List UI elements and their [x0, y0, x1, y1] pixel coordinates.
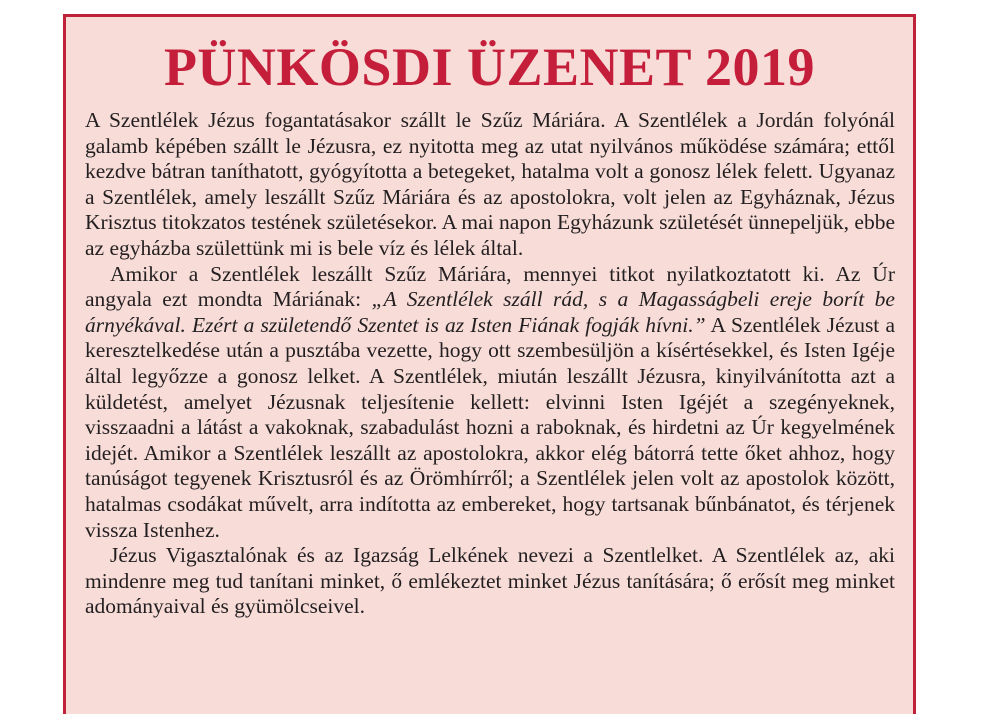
angel-quote: „A Szentlélek száll rád, s a Magasságbeli ereje borít be árnyékával. Ezért a születendő Szentet is az Isten Fiának fogják hívni.” [85, 287, 895, 337]
paragraph-2-rest: A Szentlélek Jézust a keresztelkedése után a pusztába vezette, hogy ott szembesüljön a kísértésekkel, és Isten Igéje által legyőzze a gonosz lelket. A Szentlélek, miután leszállt Jézusra, kinyilvánította azt a küldetést, amelyet Jézusnak teljesítenie kellett: elvinni Isten Igéjét a szegényeknek, visszaadni a látást a vakoknak, szabadulást hozni a raboknak, és hirdetni az Úr kegyelmének idejét. Amikor a Szentlélek leszállt az apostolokra, akkor elég bátorrá tette őket ahhoz, hogy tanúságot tegyenek Krisztusról és az Örömhírről; a Szentlélek jelen volt az apostolok között, hatalmas csodákat művelt, arra indította az embereket, hogy tartsanak bűnbánatot, és térjenek vissza Istenhez. [85, 312, 895, 542]
page-title: PÜNKÖSDI ÜZENET 2019 [163, 37, 816, 97]
paragraph-2 [85, 262, 895, 544]
paragraph-3: Jézus Vigasztalónak és az Igazság Lelkének nevezi a Szentlelket. A Szentlélek az, aki mindenre meg tud tanítani minket, ő emlékeztet minket Jézus tanítására; ő erősít meg minket adományaival és gyümölcseivel. [85, 543, 895, 619]
message-panel [63, 14, 916, 714]
paragraph-2-intro: Amikor a Szentlélek leszállt Szűz Máriára, mennyei titkot nyilatkoztatott ki. Az Úr angyala ezt mondta Máriának: [85, 261, 895, 312]
message-body [85, 108, 895, 620]
paragraph-1: A Szentlélek Jézus fogantatásakor szállt le Szűz Máriára. A Szentlélek a Jordán folyónál galamb képében szállt le Jézusra, ez nyitotta meg az utat nyilvános működése számára; ettől kezdve bátran taníthatott, gyógyította a betegeket, hatalma volt a gonosz lélek felett. Ugyanaz a Szentlélek, amely leszállt Szűz Máriára és az apostolokra, volt jelen az Egyháznak, Jézus Krisztus titokzatos testének születésekor. A mai napon Egyházunk születését ünnepeljük, ebbe az egyházba születtünk mi is bele víz és lélek által. [85, 108, 895, 260]
